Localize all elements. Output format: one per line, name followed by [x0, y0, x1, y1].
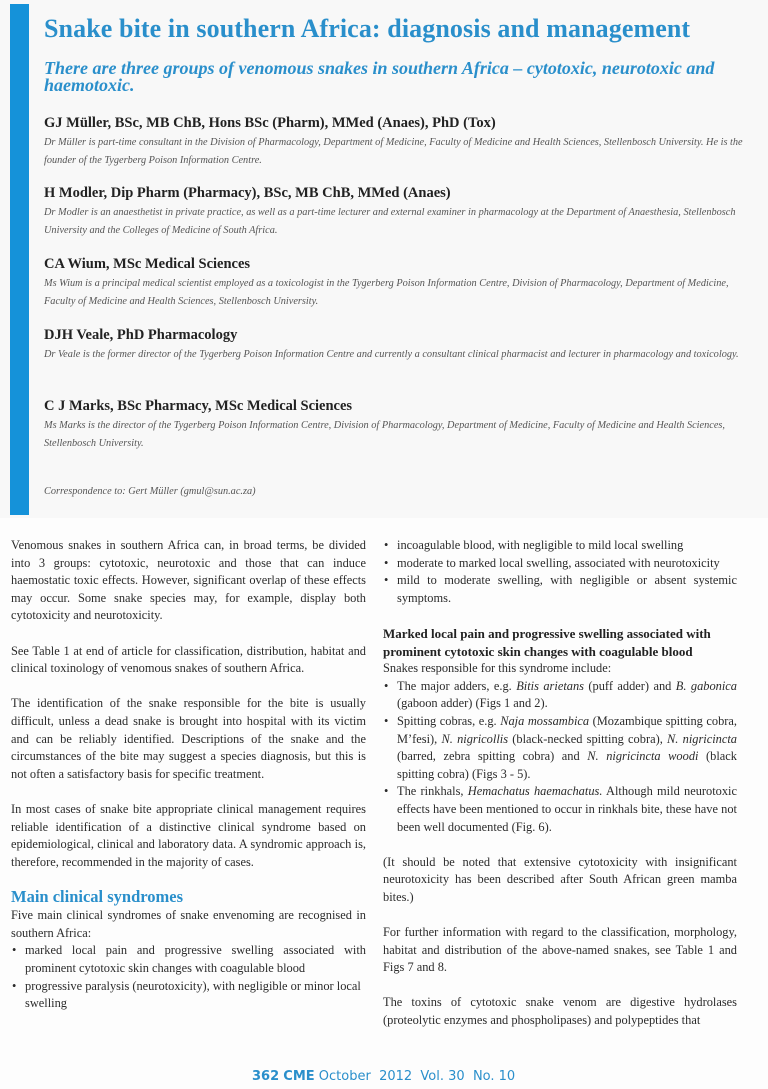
- text: The major adders, e.g.: [397, 678, 517, 693]
- list-item: [383, 678, 737, 713]
- author-block: [44, 326, 744, 364]
- author-block: [44, 114, 744, 170]
- paragraph: The toxins of cytotoxic snake venom are digestive hydrolases (proteolytic enzymes and phospholipases) and polypeptides that: [383, 995, 737, 1028]
- journal-name: CME: [283, 1069, 315, 1084]
- author-name: CA Wium, MSc Medical Sciences: [44, 256, 251, 272]
- text: The rinkhals,: [397, 784, 468, 799]
- list-item: • moderate to marked local swelling, associated with neurotoxicity: [383, 555, 737, 573]
- text: (Mozambique spitting cobra, M’fesi),: [397, 713, 737, 746]
- text: (gaboon adder) (Figs 1 and 2).: [397, 696, 548, 711]
- list-item: • incoagulable blood, with negligible to mild local swelling: [383, 537, 737, 555]
- list-item: [383, 713, 737, 783]
- species-name: N. nigricincta: [667, 731, 737, 746]
- author-block: [44, 255, 744, 311]
- paragraph: The identification of the snake responsible for the bite is usually difficult, unless a dead snake is brought into hospital with its victim and can be reliably identified. Descriptions of the snake and the circumstances of the bite may suggest a species diagnosis, but this is not often a satisfactory basis for specific treatment.: [11, 696, 366, 781]
- author-name: H Modler, Dip Pharm (Pharmacy), BSc, MB ChB, MMed (Anaes): [44, 185, 451, 201]
- paragraph: Venomous snakes in southern Africa can, in broad terms, be divided into 3 groups: cytotoxic, neurotoxic and those that can induce haemostatic toxic effects. However, significant overlap of these effects may occur. Some snake species may, for example, display both cytotoxicity and neurotoxicity.: [11, 538, 366, 623]
- species-name: B. gabonica: [675, 678, 737, 693]
- correspondence-line: Correspondence to: Gert Müller (gmul@sun.ac.za): [44, 486, 256, 497]
- species-name: N. nigricincta woodi: [587, 749, 699, 764]
- text: (barred, zebra spitting cobra) and: [397, 749, 588, 764]
- snake-list: [383, 678, 737, 836]
- species-name: Naja mossambica: [500, 713, 590, 728]
- accent-bar: [10, 4, 29, 515]
- list-item: • progressive paralysis (neurotoxicity), with negligible or minor local swelling: [11, 978, 366, 1013]
- right-column: [383, 537, 737, 1047]
- text: Although mild neurotoxic effects have been mentioned to occur in rinkhals bite, these have not been well documented (Fig. 6).: [397, 784, 737, 834]
- paragraph: For further information with regard to the classification, morphology, habitat and distribution of the above-named snakes, see Table 1 and Figs 7 and 8.: [383, 925, 737, 975]
- paragraph: (It should be noted that extensive cytotoxicity with insignificant neurotoxicity has been described after South African green mamba bites.): [383, 854, 737, 904]
- page-number: 362: [252, 1069, 280, 1084]
- page-footer: [252, 1069, 515, 1084]
- syndrome-list-continued: [383, 537, 737, 607]
- text: (puff adder) and: [583, 678, 676, 693]
- section-heading: Main clinical syndromes: [11, 887, 184, 907]
- paragraph: Five main clinical syndromes of snake envenoming are recognised in southern Africa:: [11, 908, 366, 940]
- author-bio: Dr Veale is the former director of the Tygerberg Poison Information Centre and currently a consultant clinical pharmacist and lecturer in pharmacology and toxicology.: [44, 349, 739, 360]
- author-name: DJH Veale, PhD Pharmacology: [44, 327, 238, 343]
- author-bio: Ms Wium is a principal medical scientist employed as a toxicologist in the Tygerberg Poison Information Centre, Division of Pharmacology, Department of Medicine, Faculty of Medicine and Health Sciences, Stellenbosch University.: [44, 278, 729, 307]
- text: Spitting cobras, e.g.: [397, 713, 501, 728]
- species-name: Hemachatus haemachatus.: [467, 784, 603, 799]
- article-title: Snake bite in southern Africa: diagnosis and management: [44, 14, 691, 43]
- species-name: Bitis arietans: [516, 678, 584, 693]
- paragraph: In most cases of snake bite appropriate clinical management requires reliable identification of a distinctive clinical syndrome based on epidemiological, clinical and laboratory data. A syndromic approach is, therefore, recommended in the majority of cases.: [11, 801, 366, 869]
- author-bio: Dr Modler is an anaesthetist in private practice, as well as a part-time lecturer and external examiner in pharmacology at the Department of Anaesthesia, Stellenbosch University and the Colleges of Medicine of South Africa.: [44, 207, 736, 236]
- text: (black-necked spitting cobra),: [508, 731, 668, 746]
- left-column: [11, 537, 366, 1013]
- author-bio: Ms Marks is the director of the Tygerberg Poison Information Centre, Division of Pharmacology, Department of Medicine, Faculty of Medicine and Health Sciences, Stellenbosch University.: [44, 420, 725, 449]
- list-item: [383, 783, 737, 836]
- list-item: • marked local pain and progressive swelling associated with prominent cytotoxic skin changes with coagulable blood: [11, 942, 366, 977]
- author-block: [44, 397, 744, 453]
- author-bio: Dr Müller is part-time consultant in the Division of Pharmacology, Department of Medicine, Faculty of Medicine and Health Sciences, Stellenbosch University. He is the founder of the Tygerberg Poison Information Centre.: [44, 137, 743, 166]
- article-subtitle: There are three groups of venomous snakes in southern Africa – cytotoxic, neurotoxic and haemotoxic.: [44, 58, 715, 95]
- syndrome-list: [11, 942, 366, 1012]
- sub-heading: Marked local pain and progressive swelling associated with prominent cytotoxic skin changes with coagulable blood: [383, 625, 711, 659]
- author-name: C J Marks, BSc Pharmacy, MSc Medical Sciences: [44, 398, 353, 414]
- author-block: [44, 184, 744, 240]
- species-name: N. nigricollis: [441, 731, 509, 746]
- author-name: GJ Müller, BSc, MB ChB, Hons BSc (Pharm), MMed (Anaes), PhD (Tox): [44, 115, 496, 131]
- text: (black spitting cobra) (Figs 3 - 5).: [397, 749, 738, 781]
- list-item: • mild to moderate swelling, with negligible or absent systemic symptoms.: [383, 572, 737, 607]
- paragraph: See Table 1 at end of article for classification, distribution, habitat and clinical toxinology of venomous snakes of southern Africa.: [11, 643, 366, 676]
- issue-info: October 2012 Vol. 30 No. 10: [318, 1069, 516, 1084]
- paragraph: Snakes responsible for this syndrome include:: [383, 661, 612, 676]
